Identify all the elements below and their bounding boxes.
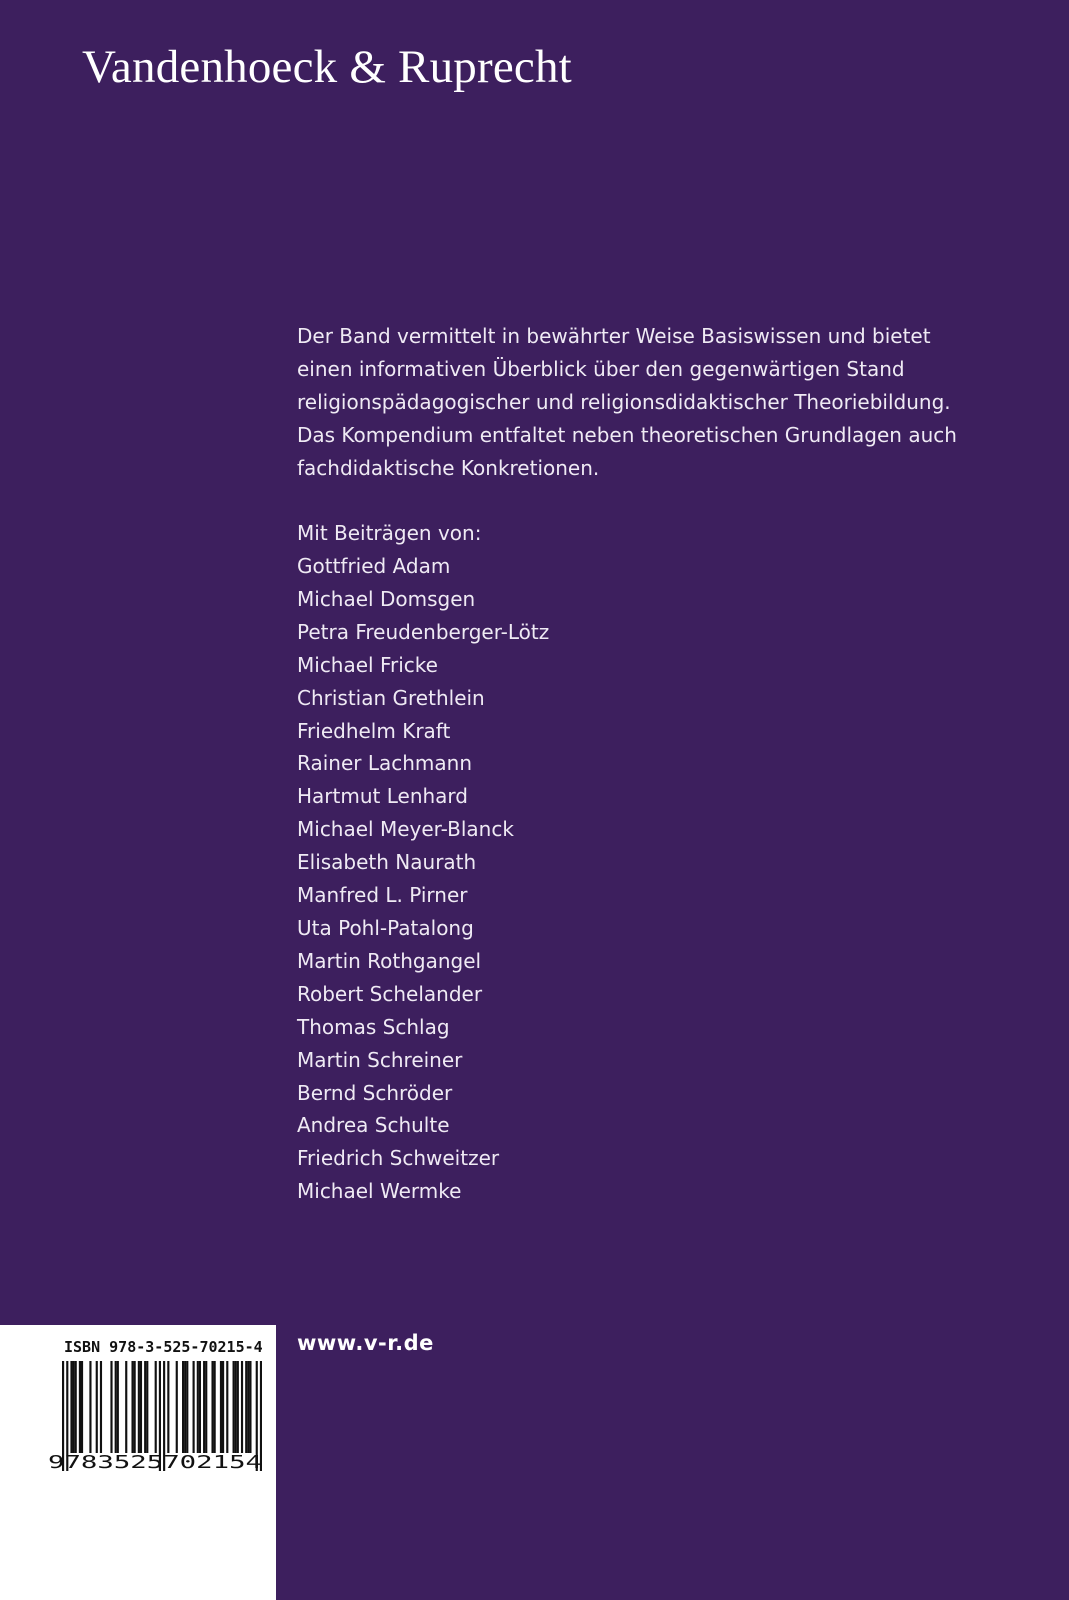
barcode-bar [144, 1361, 146, 1453]
description-line: Der Band vermittelt in bewährter Weise Basiswissen und bietet [297, 324, 931, 348]
contributor-name: Gottfried Adam [297, 554, 451, 578]
barcode-bar [247, 1361, 249, 1453]
barcode-bar [176, 1361, 178, 1453]
barcode-bar [70, 1361, 72, 1453]
contributor-name: Martin Schreiner [297, 1047, 463, 1072]
barcode-bar [245, 1361, 247, 1453]
barcode-bar [138, 1361, 140, 1453]
description-line: religionspädagogischer und religionsdidaktischer Theoriebildung. [297, 390, 951, 414]
isbn-label: ISBN 978-3-525-70215-4 [64, 1338, 263, 1356]
contributor-name: Hartmut Lenhard [297, 784, 468, 809]
contributors-list [297, 550, 549, 1208]
contributor-name: Michael Domsgen [297, 586, 476, 611]
barcode-panel [0, 1325, 276, 1600]
barcode-bar [222, 1361, 224, 1453]
barcode-bar [214, 1361, 216, 1453]
barcode-bar [110, 1361, 112, 1453]
description-line: fachdidaktische Konkretionen. [297, 456, 600, 480]
barcode-bar [233, 1361, 235, 1453]
contributor-name: Rainer Lachmann [297, 751, 472, 776]
contributor-name: Thomas Schlag [297, 1014, 450, 1039]
barcode-bar [235, 1361, 237, 1453]
barcode-bar [89, 1361, 91, 1453]
barcode-bar [155, 1361, 157, 1453]
publisher-name: Vandenhoeck & Ruprecht [82, 41, 572, 93]
barcode-bar [96, 1361, 98, 1453]
contributor-name: Manfred L. Pirner [297, 883, 468, 908]
publisher-website[interactable]: www.v-r.de [297, 1331, 434, 1355]
barcode-digits [46, 1451, 266, 1473]
contributor-name: Bernd Schröder [297, 1080, 453, 1105]
contributor-name: Martin Rothgangel [297, 948, 482, 973]
barcode-bar [125, 1361, 127, 1453]
barcode-bar [131, 1361, 133, 1453]
barcode-bar [167, 1361, 169, 1453]
barcode-bar [81, 1361, 83, 1453]
contributor-name: Michael Fricke [297, 652, 438, 677]
barcode-bar [182, 1361, 184, 1453]
barcode-bar [193, 1361, 195, 1453]
barcode-bar [197, 1361, 199, 1453]
contributor-name: Friedrich Schweitzer [297, 1146, 500, 1171]
description-line: Das Kompendium entfaltet neben theoretischen Grundlagen auch [297, 423, 957, 447]
barcode-bar [226, 1361, 228, 1453]
barcode-bar [117, 1361, 119, 1453]
contributor-name: Elisabeth Naurath [297, 850, 477, 875]
barcode-bar [75, 1361, 77, 1453]
barcode-digits-text: 9783525702154 [48, 1452, 262, 1473]
contributor-name: Andrea Schulte [297, 1113, 450, 1138]
barcode-bar [100, 1361, 102, 1453]
barcode-bar [211, 1361, 213, 1453]
barcode-bar [203, 1361, 205, 1453]
description-line: einen informativen Überblick über den gegenwärtigen Stand [297, 357, 905, 381]
barcode-bar [220, 1361, 222, 1453]
barcode-bar [199, 1361, 201, 1453]
contributor-name: Uta Pohl-Patalong [297, 915, 474, 940]
contributor-name: Robert Schelander [297, 981, 483, 1006]
contributor-name: Michael Meyer-Blanck [297, 817, 514, 842]
barcode-bar [79, 1361, 81, 1453]
contributor-name: Christian Grethlein [297, 685, 485, 710]
contributor-name: Michael Wermke [297, 1179, 462, 1204]
barcode-bar [140, 1361, 142, 1453]
book-description [297, 320, 997, 485]
barcode-bar [205, 1361, 207, 1453]
barcode-bar [241, 1361, 243, 1453]
barcode-bar [73, 1361, 75, 1453]
contributor-name: Petra Freudenberger-Lötz [297, 619, 550, 644]
barcode-bar [134, 1361, 136, 1453]
barcode-bar [186, 1361, 188, 1453]
barcode-bar [115, 1361, 117, 1453]
contributor-name: Friedhelm Kraft [297, 718, 451, 743]
barcode-bar [237, 1361, 239, 1453]
contributors-heading: Mit Beiträgen von: [297, 521, 482, 545]
barcode-bar [184, 1361, 186, 1453]
barcode-bar [249, 1361, 251, 1453]
barcode-bar [146, 1361, 148, 1453]
